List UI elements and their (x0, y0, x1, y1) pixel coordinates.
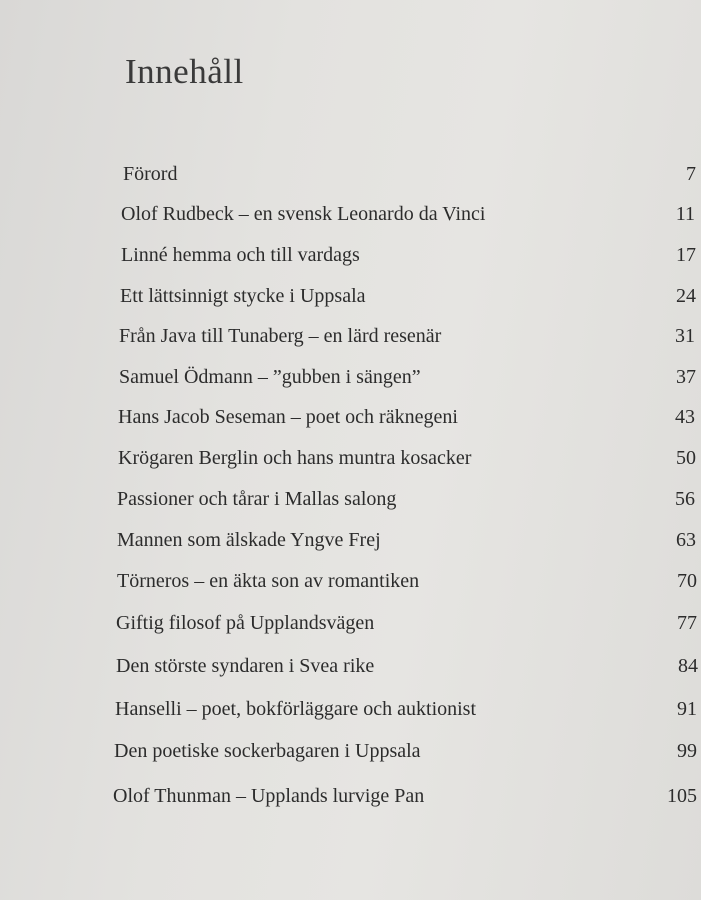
toc-entry-title: Linné hemma och till vardags (121, 244, 360, 266)
toc-entry-page: 31 (675, 325, 695, 347)
page-title: Innehåll (125, 52, 244, 91)
toc-entry-title: Mannen som älskade Yngve Frej (117, 529, 381, 551)
toc-entry-page: 37 (676, 366, 696, 388)
toc-entry-page: 43 (675, 406, 695, 428)
toc-entry-page: 11 (675, 203, 695, 225)
toc-entry-page: 56 (675, 488, 695, 510)
toc-entry-title: Den störste syndaren i Svea rike (116, 655, 375, 677)
toc-entry-title: Hanselli – poet, bokförläggare och auktionist (115, 698, 477, 720)
toc-entry-title: Den poetiske sockerbagaren i Uppsala (114, 740, 421, 762)
toc-entry-page: 84 (678, 655, 698, 677)
toc-entry-title: Ett lättsinnigt stycke i Uppsala (120, 285, 366, 307)
toc-entry-page: 77 (677, 612, 697, 634)
toc-entry-page: 63 (676, 529, 696, 551)
toc-entry-title: Samuel Ödmann – ”gubben i sängen” (119, 366, 421, 388)
toc-entry-title: Förord (123, 163, 178, 185)
toc-entry-title: Olof Thunman – Upplands lurvige Pan (113, 785, 425, 807)
toc-entry-title: Från Java till Tunaberg – en lärd resenär (119, 325, 442, 347)
toc-entry-page: 24 (676, 285, 696, 307)
toc-entry-page: 50 (676, 447, 696, 469)
toc-entry-page: 17 (676, 244, 696, 266)
toc-entry-title: Krögaren Berglin och hans muntra kosacker (118, 447, 472, 469)
toc-entry-title: Passioner och tårar i Mallas salong (117, 488, 397, 510)
toc-entry-title: Giftig filosof på Upplandsvägen (116, 612, 375, 634)
toc-entry-page: 70 (677, 570, 697, 592)
toc-entry-title: Olof Rudbeck – en svensk Leonardo da Vinci (121, 203, 486, 225)
toc-entry-title: Hans Jacob Seseman – poet och räknegeni (118, 406, 458, 428)
toc-entry-page: 99 (677, 740, 697, 762)
toc-entry-title: Törneros – en äkta son av romantiken (117, 570, 420, 592)
toc-entry-page: 91 (677, 698, 697, 720)
toc-entry-page: 7 (686, 163, 696, 185)
toc-entry-page: 105 (667, 785, 697, 807)
